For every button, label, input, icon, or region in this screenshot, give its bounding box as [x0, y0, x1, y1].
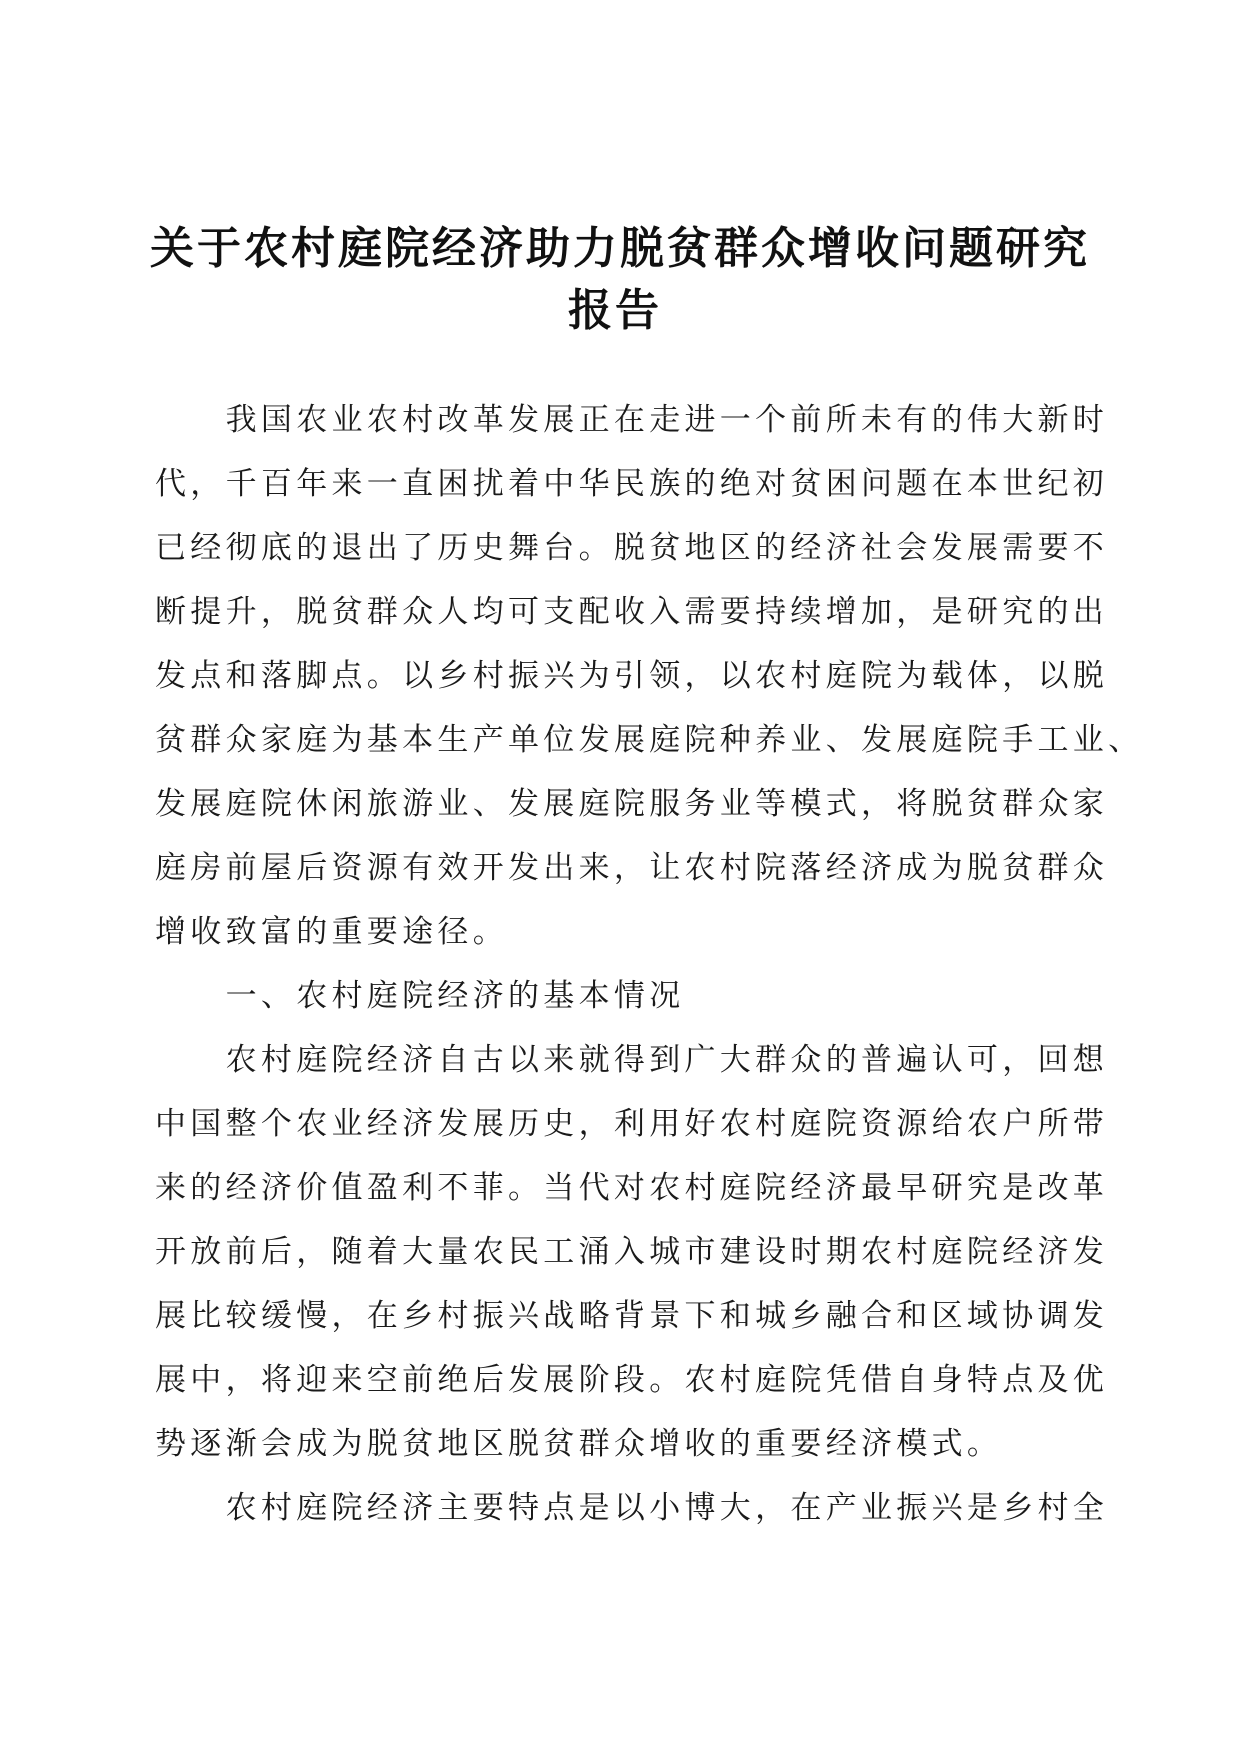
text-line: 我国农业农村改革发展正在走进一个前所未有的伟大新时: [155, 402, 1109, 438]
text-line: 农村庭院经济主要特点是以小博大，在产业振兴是乡村全: [155, 1490, 1109, 1526]
text-line: 已经彻底的退出了历史舞台。脱贫地区的经济社会发展需要不: [155, 530, 1109, 566]
text-line: 展比较缓慢，在乡村振兴战略背景下和城乡融合和区域协调发: [155, 1298, 1109, 1334]
text-line: 农村庭院经济自古以来就得到广大群众的普遍认可，回想: [155, 1042, 1109, 1078]
text-line: 增收致富的重要途径。: [155, 914, 508, 950]
text-line: 发展庭院休闲旅游业、发展庭院服务业等模式，将脱贫群众家: [155, 786, 1109, 822]
text-line: 发点和落脚点。以乡村振兴为引领，以农村庭院为载体，以脱: [155, 658, 1109, 694]
text-line: 展中，将迎来空前绝后发展阶段。农村庭院凭借自身特点及优: [155, 1362, 1109, 1398]
title-line-2: 报告: [568, 285, 662, 336]
text-line: 庭房前屋后资源有效开发出来，让农村院落经济成为脱贫群众: [155, 850, 1109, 886]
text-line: 来的经济价值盈利不菲。当代对农村庭院经济最早研究是改革: [155, 1170, 1109, 1206]
text-line: 开放前后，随着大量农民工涌入城市建设时期农村庭院经济发: [155, 1234, 1109, 1270]
text-line: 一、农村庭院经济的基本情况: [155, 978, 685, 1014]
text-line: 贫群众家庭为基本生产单位发展庭院种养业、发展庭院手工业、: [155, 722, 1144, 758]
text-line: 中国整个农业经济发展历史，利用好农村庭院资源给农户所带: [155, 1106, 1109, 1142]
text-line: 断提升，脱贫群众人均可支配收入需要持续增加，是研究的出: [155, 594, 1109, 630]
document-body: [155, 388, 1144, 1540]
text-line: 势逐渐会成为脱贫地区脱贫群众增收的重要经济模式。: [155, 1426, 1003, 1462]
paragraph-basic-situation: [155, 1028, 1109, 1476]
title-line-1: 关于农村庭院经济助力脱贫群众增收问题研究: [150, 223, 1090, 274]
paragraph-intro: [155, 388, 1144, 964]
section-heading-1: [155, 964, 1085, 1028]
text-line: 代，千百年来一直困扰着中华民族的绝对贫困问题在本世纪初: [155, 466, 1109, 502]
document-title: [150, 218, 1090, 342]
paragraph-main-features: [155, 1476, 1109, 1540]
